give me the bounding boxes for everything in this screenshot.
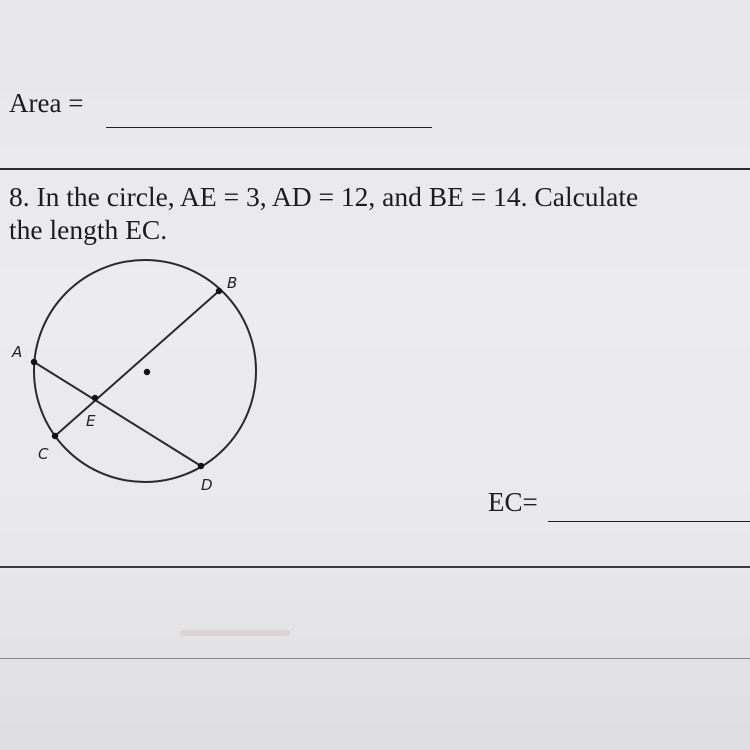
point-b xyxy=(216,288,222,294)
label-b: B xyxy=(227,274,238,292)
label-e: E xyxy=(86,412,96,430)
center-point xyxy=(144,369,150,375)
section-divider-3 xyxy=(0,658,750,659)
area-label: Area = xyxy=(9,88,84,118)
answer-line[interactable] xyxy=(548,521,750,522)
answer-label: EC= xyxy=(488,487,538,517)
chord-bc xyxy=(55,291,219,436)
chord-ad xyxy=(34,362,201,466)
label-d: D xyxy=(201,476,213,494)
point-e xyxy=(92,395,98,401)
question-line-1: 8. In the circle, AE = 3, AD = 12, and BE = 14. Calculate xyxy=(9,181,639,212)
label-c: C xyxy=(38,445,49,463)
label-a: A xyxy=(12,343,23,361)
point-d xyxy=(198,463,204,469)
point-c xyxy=(52,433,58,439)
paper-smudge xyxy=(180,630,290,636)
section-divider-2 xyxy=(0,566,750,568)
point-a xyxy=(31,359,37,365)
question-line-2: the length EC. xyxy=(9,214,168,245)
